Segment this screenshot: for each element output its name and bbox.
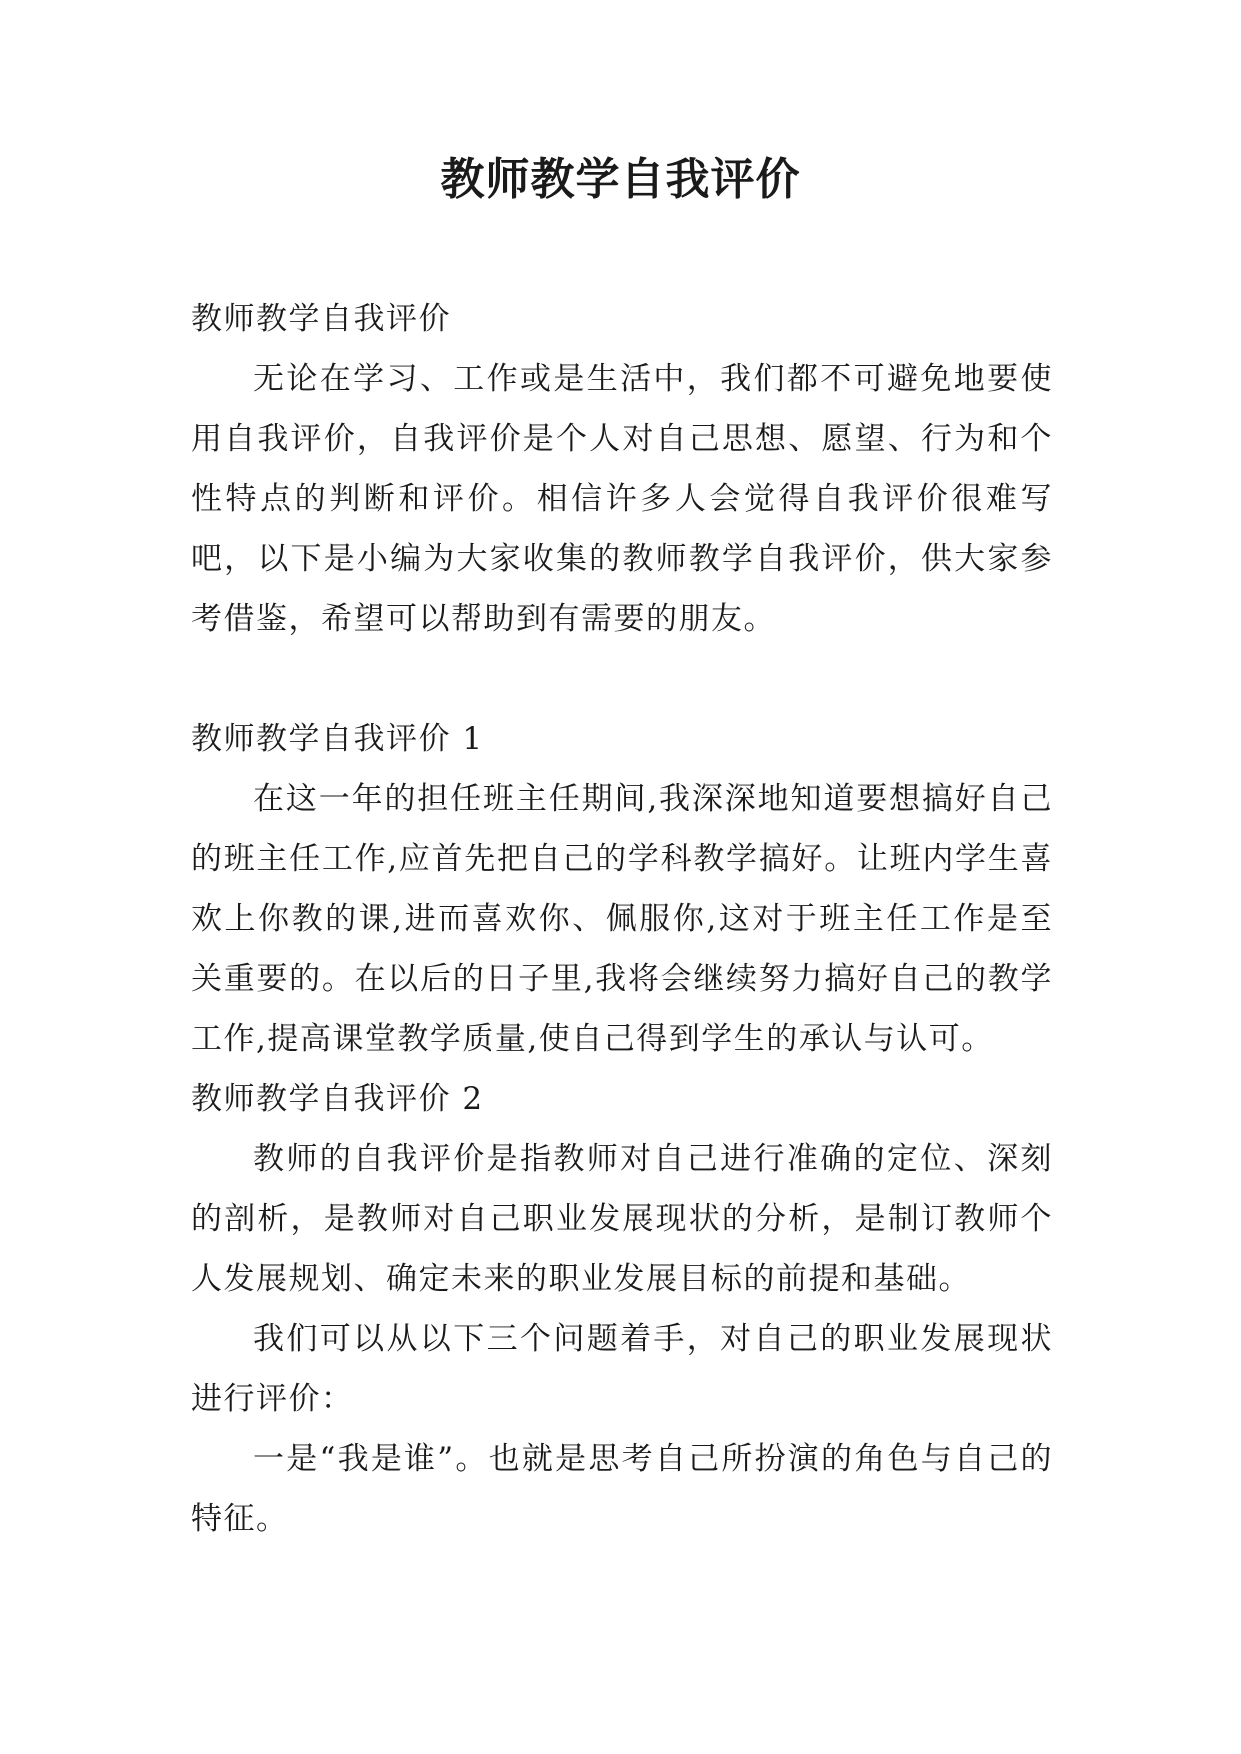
spacer <box>191 649 1053 709</box>
intro-paragraph: 无论在学习、工作或是生活中，我们都不可避免地要使用自我评价，自我评价是个人对自己思想、愿望、行为和个性特点的判断和评价。相信许多人会觉得自我评价很难写吧，以下是小编为大家收集的教师教学自我评价，供大家参考借鉴，希望可以帮助到有需要的朋友。 <box>191 361 1053 637</box>
section-heading-intro: 教师教学自我评价 <box>191 301 451 337</box>
document-body <box>191 289 1053 1549</box>
section-2-paragraph-3: 一是“我是谁”。也就是思考自己所扮演的角色与自己的特征。 <box>191 1441 1053 1537</box>
section-2-paragraph-1: 教师的自我评价是指教师对自己进行准确的定位、深刻的剖析，是教师对自己职业发展现状的分析，是制订教师个人发展规划、确定未来的职业发展目标的前提和基础。 <box>191 1141 1053 1297</box>
section-1-paragraph: 在这一年的担任班主任期间,我深深地知道要想搞好自己的班主任工作,应首先把自己的学科教学搞好。让班内学生喜欢上你教的课,进而喜欢你、佩服你,这对于班主任工作是至关重要的。在以后的日子里,我将会继续努力搞好自己的教学工作,提高课堂教学质量,使自己得到学生的承认与认可。 <box>191 781 1053 1057</box>
document-title: 教师教学自我评价 <box>440 154 801 205</box>
section-2-paragraph-2: 我们可以从以下三个问题着手，对自己的职业发展现状进行评价： <box>191 1321 1053 1417</box>
section-heading-2: 教师教学自我评价 2 <box>191 1081 484 1117</box>
section-heading-1: 教师教学自我评价 1 <box>191 721 484 757</box>
